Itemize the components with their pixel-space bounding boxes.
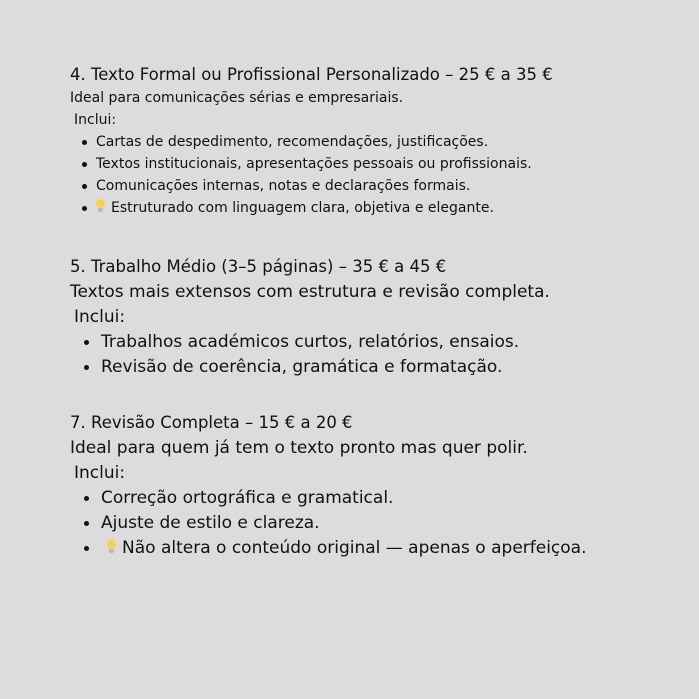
includes-label: Inclui: <box>74 307 126 327</box>
service-section-full-revision <box>70 410 680 561</box>
document-page <box>70 63 680 561</box>
list-item: Trabalhos académicos curtos, relatórios, ensaios. <box>70 330 680 355</box>
section-title: 7. Revisão Completa – 15 € a 20 € <box>70 413 353 432</box>
section-title: 5. Trabalho Médio (3–5 páginas) – 35 € a 45 € <box>70 257 447 276</box>
list-item: Estruturado com linguagem clara, objetiva e elegante. <box>70 197 680 219</box>
section-description: Textos mais extensos com estrutura e revisão completa. <box>70 282 550 302</box>
list-item: Cartas de despedimento, recomendações, justificações. <box>70 131 680 153</box>
includes-label: Inclui: <box>74 112 117 128</box>
list-item: Não altera o conteúdo original — apenas o aperfeiçoa. <box>70 536 680 561</box>
list-item: Revisão de coerência, gramática e formatação. <box>70 355 680 380</box>
lightbulb-icon <box>96 199 105 213</box>
includes-list <box>70 330 680 380</box>
service-section-formal-text <box>70 63 680 219</box>
list-item: Textos institucionais, apresentações pessoais ou profissionais. <box>70 153 680 175</box>
lightbulb-icon <box>107 540 116 554</box>
list-item: Correção ortográfica e gramatical. <box>70 486 680 511</box>
section-description: Ideal para comunicações sérias e empresariais. <box>70 90 404 106</box>
includes-list <box>70 131 680 219</box>
includes-list <box>70 486 680 561</box>
list-item: Ajuste de estilo e clareza. <box>70 511 680 536</box>
section-description: Ideal para quem já tem o texto pronto mas quer polir. <box>70 438 528 458</box>
section-title: 4. Texto Formal ou Profissional Personalizado – 25 € a 35 € <box>70 65 553 84</box>
includes-label: Inclui: <box>74 463 126 483</box>
list-item: Comunicações internas, notas e declarações formais. <box>70 175 680 197</box>
service-section-medium-work <box>70 254 680 380</box>
